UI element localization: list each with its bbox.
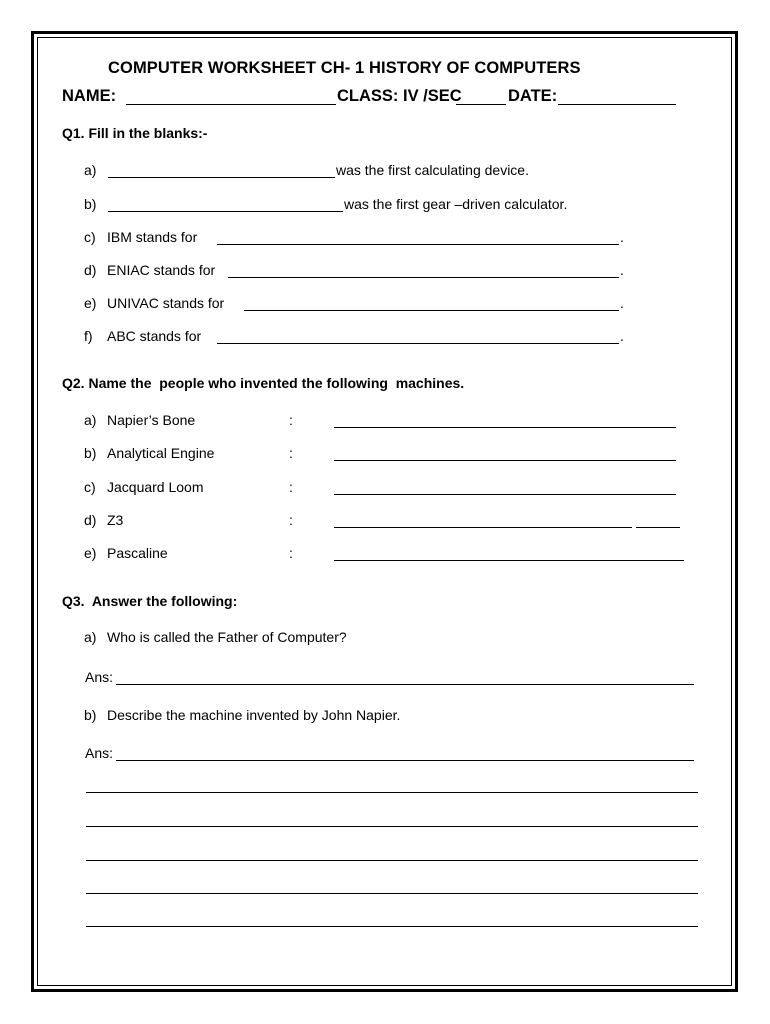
q2-item-label: Z3: [107, 512, 124, 528]
q3-answer-line[interactable]: [86, 826, 698, 827]
q2-item-colon: :: [289, 479, 293, 495]
q2-item-colon: :: [289, 412, 293, 428]
q3-heading: Q3. Answer the following:: [62, 593, 238, 609]
q1-item-period: .: [620, 262, 624, 278]
q1-item-blank[interactable]: [108, 177, 335, 178]
q1-item-marker: d): [84, 262, 97, 278]
q1-item-blank[interactable]: [217, 343, 619, 344]
q1-item-marker: f): [84, 328, 93, 344]
q3-ans-label: Ans:: [85, 669, 114, 685]
q2-item-marker: e): [84, 545, 97, 561]
q3-answer-line[interactable]: [116, 684, 694, 685]
page-border-inner: [37, 37, 732, 986]
q1-item-text: ENIAC stands for: [107, 262, 216, 278]
name-blank[interactable]: [126, 104, 336, 105]
section-blank[interactable]: [456, 104, 506, 105]
q3-answer-line[interactable]: [86, 926, 698, 927]
q2-answer-blank[interactable]: [334, 427, 676, 428]
q1-item-blank[interactable]: [228, 277, 619, 278]
name-label: NAME:: [62, 87, 117, 105]
q2-item-marker: c): [84, 479, 96, 495]
q1-heading: Q1. Fill in the blanks:-: [62, 125, 208, 141]
q3-answer-line[interactable]: [116, 760, 694, 761]
q1-item-blank[interactable]: [217, 244, 619, 245]
q1-item-text: was the first calculating device.: [336, 162, 529, 178]
q3-question-text: Describe the machine invented by John Napier.: [107, 707, 401, 723]
date-label: DATE:: [508, 87, 558, 105]
q3-answer-line[interactable]: [86, 792, 698, 793]
q1-item-marker: c): [84, 229, 96, 245]
q3-question-marker: b): [84, 707, 97, 723]
q1-item-text: was the first gear –driven calculator.: [344, 196, 568, 212]
date-blank[interactable]: [558, 104, 676, 105]
q2-heading: Q2. Name the people who invented the following machines.: [62, 375, 465, 391]
q2-item-colon: :: [289, 545, 293, 561]
q3-question-text: Who is called the Father of Computer?: [107, 629, 347, 645]
q1-item-blank[interactable]: [108, 211, 343, 212]
q2-item-label: Analytical Engine: [107, 445, 215, 461]
q3-answer-line[interactable]: [86, 893, 698, 894]
q2-item-label: Napier’s Bone: [107, 412, 196, 428]
q1-item-text: UNIVAC stands for: [107, 295, 225, 311]
q2-item-label: Pascaline: [107, 545, 168, 561]
q2-item-marker: b): [84, 445, 97, 461]
q2-item-colon: :: [289, 445, 293, 461]
q2-answer-blank[interactable]: [334, 527, 632, 528]
q1-item-period: .: [620, 295, 624, 311]
q1-item-text: ABC stands for: [107, 328, 202, 344]
class-label: CLASS: IV /SEC: [337, 87, 462, 105]
q1-item-text: IBM stands for: [107, 229, 198, 245]
q2-answer-blank[interactable]: [334, 494, 676, 495]
q2-item-label: Jacquard Loom: [107, 479, 204, 495]
q1-item-blank[interactable]: [244, 310, 619, 311]
q2-item-marker: a): [84, 412, 97, 428]
q1-item-marker: e): [84, 295, 97, 311]
q2-answer-blank[interactable]: [334, 460, 676, 461]
q2-item-marker: d): [84, 512, 97, 528]
q3-ans-label: Ans:: [85, 745, 114, 761]
q1-item-marker: b): [84, 196, 97, 212]
q3-question-marker: a): [84, 629, 97, 645]
q3-answer-line[interactable]: [86, 860, 698, 861]
q1-item-period: .: [620, 229, 624, 245]
q1-item-marker: a): [84, 162, 97, 178]
q2-item-colon: :: [289, 512, 293, 528]
worksheet-title: COMPUTER WORKSHEET CH- 1 HISTORY OF COMPUTERS: [108, 59, 581, 77]
q2-answer-blank[interactable]: [636, 527, 680, 528]
q2-answer-blank[interactable]: [334, 560, 684, 561]
q1-item-period: .: [620, 328, 624, 344]
